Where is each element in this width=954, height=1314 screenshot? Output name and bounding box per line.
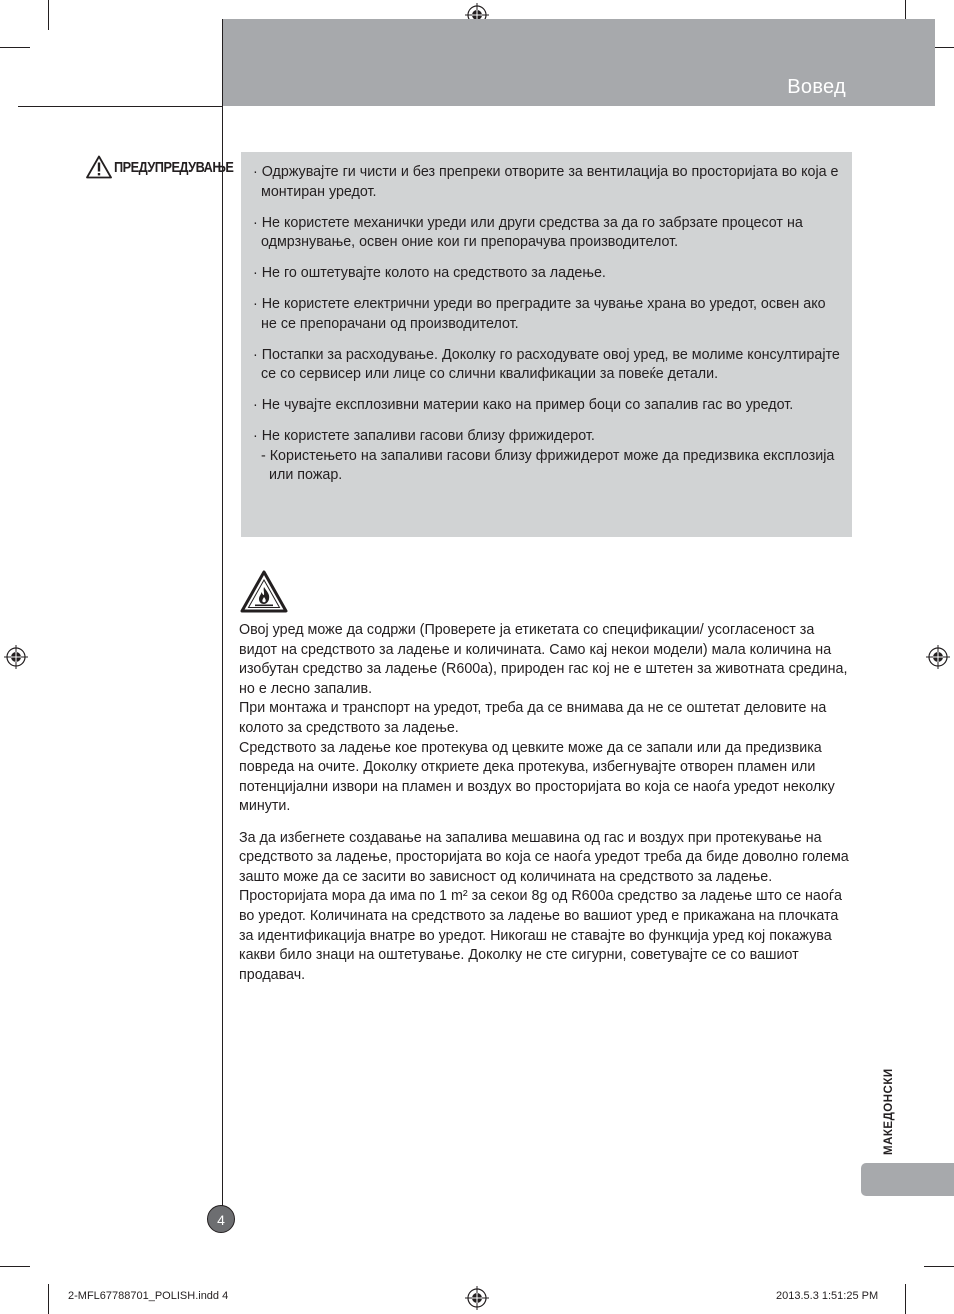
crop-mark [0, 1266, 30, 1267]
body-paragraph: Овој уред може да содржи (Проверете ја етикетата со спецификации/ усогласеност за видот на средството за ладење и количината. Само кај некои модели) мала количина на изобутан средство за ладење (R600a), природен гас кој не е штетен за животната средина, но е лесно запалив. [239, 622, 848, 697]
warning-label-text: ПРЕДУПРЕДУВАЊЕ [114, 158, 234, 176]
crop-mark [0, 47, 30, 48]
registration-mark-icon [465, 1286, 489, 1310]
body-paragraph: Средството за ладење кое протекува од цевките може да се запали или да предизвика повреда на очите. Доколку откриете дека протекува, избегнувајте отворен пламен или потенцијални извори на пламен и воздух во просторијата во која се наоѓа уредот неколку минути. [239, 739, 835, 815]
registration-mark-icon [4, 645, 28, 669]
header-divider [18, 106, 223, 107]
warning-label [86, 155, 254, 179]
page-number: 4 [207, 1205, 235, 1233]
warning-item: · Не користете електрични уреди во преградите за чување храна во уредот, освен ако не се препорачани од производителот. [253, 296, 826, 332]
footer-timestamp: 2013.5.3 1:51:25 PM [776, 1290, 879, 1302]
footer-filename: 2-MFL67788701_POLISH.indd 4 [68, 1290, 229, 1302]
warning-item: · Не чувајте експлозивни материи како на пример боци со запалив гас во уредот. [253, 397, 794, 414]
warning-list [241, 152, 852, 486]
registration-mark-icon [926, 645, 950, 669]
language-tab-label: МАКЕДОНСКИ [883, 1068, 895, 1155]
warning-triangle-icon [86, 155, 112, 179]
language-tab [861, 1163, 954, 1196]
warning-item-text: · Не користете запаливи гасови близу фрижидерот. [253, 428, 595, 445]
warning-item: · Одржувајте ги чисти и без препреки отворите за вентилација во просторијата во која е монтиран уредот. [253, 164, 839, 200]
body-paragraph: За да избегнете создавање на запалива мешавина од гас и воздух при протекување на средството за ладење, просторијата во која се наоѓа уредот треба да биде доволно голема зашто може да се засити во зависност од количината на средството за ладење. Просторијата мора да има по 1 m² за секои 8g од R600a средство за ладење што се наоѓа во уредот. Количината на средството за ладење во вашиот уред е прикажана на плочката за идентификација внатре во уредот. Никогаш не ставајте во функција уред кој покажува какви било знаци на оштетување. Доколку не сте сигурни, советувајте се со вашиот продавач. [239, 829, 849, 983]
crop-mark [48, 1284, 49, 1314]
warning-item: · Не го оштетувајте колото на средството за ладење. [253, 265, 606, 282]
warning-item: · Постапки за расходување. Доколку го расходувате овој уред, ве молиме консултирајте се со сервисер или лице со слични квалификации за повеќе детали. [253, 346, 840, 383]
warning-item-last [253, 427, 844, 486]
flammable-warning-icon [240, 570, 288, 613]
warning-subitem: - Користењето на запаливи гасови близу фрижидерот може да предизвика експлозија или пожар. [261, 447, 835, 484]
margin-rule [222, 19, 223, 1213]
page-title: Вовед [787, 76, 846, 98]
warning-box [241, 152, 852, 537]
crop-mark [924, 1266, 954, 1267]
crop-mark [48, 0, 49, 30]
body-paragraph: При монтажа и транспорт на уредот, треба да се внимава да не се оштетат деловите на колото за средството за ладење. [239, 700, 827, 736]
crop-mark [905, 1284, 906, 1314]
flammable-body [239, 621, 854, 985]
warning-item: · Не користете механички уреди или други средства за да го забрзате процесот на одмрзнување, освен оние кои ги препорачува производителот. [253, 214, 803, 251]
